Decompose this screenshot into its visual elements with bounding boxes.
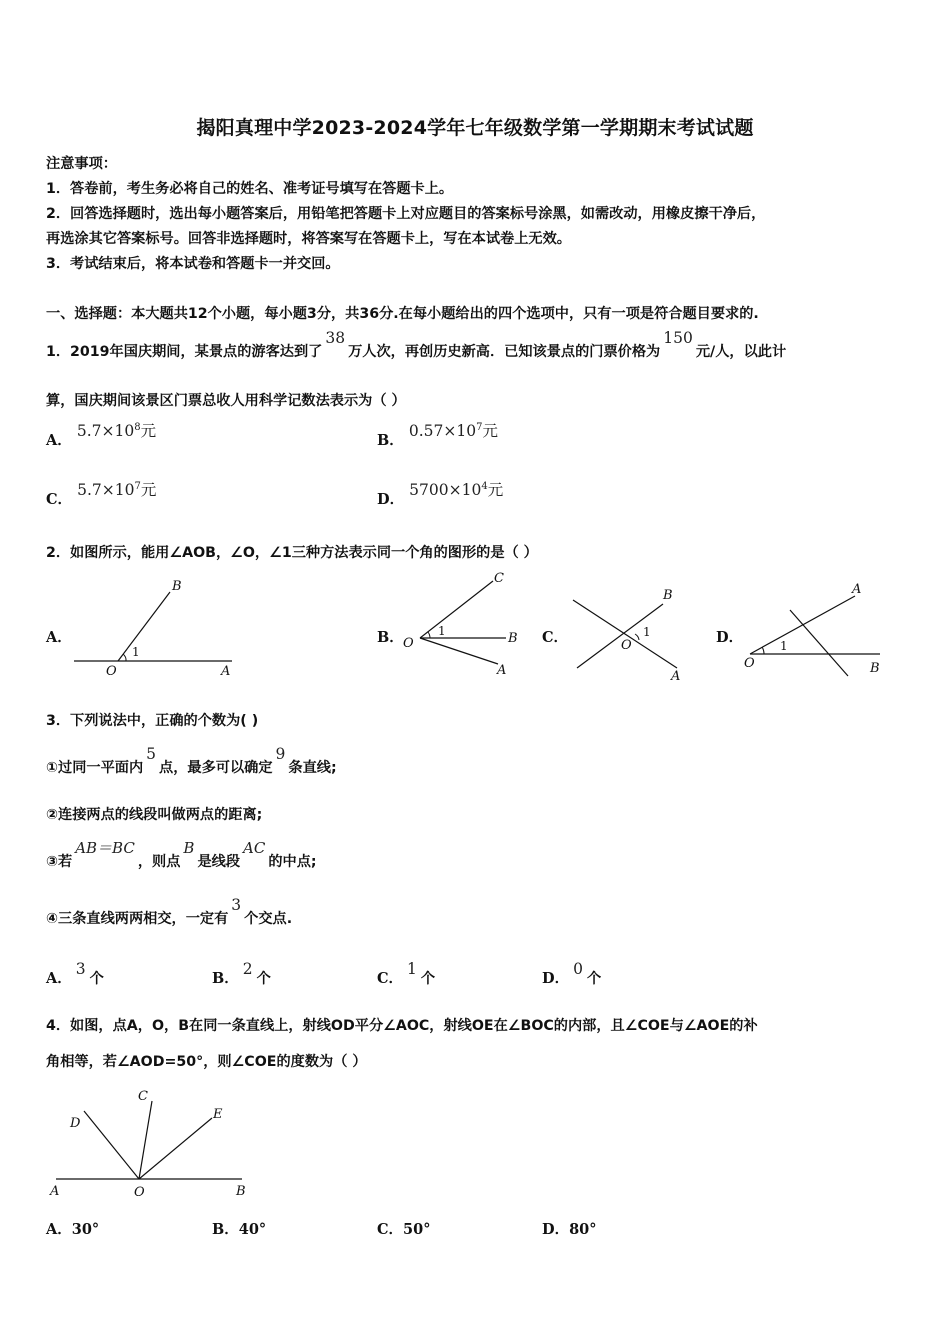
label-b: B: [508, 631, 518, 646]
option-label: D．: [377, 491, 405, 508]
question-3-text: 3．下列说法中，正确的个数为( ): [46, 713, 259, 729]
q1-text-part: 万人次，再创历史新高．已知该景点的门票价格为: [348, 344, 661, 360]
q3-statement-4: [46, 896, 293, 928]
q2-figure-b: [398, 566, 528, 684]
statement-number: 5: [146, 745, 157, 763]
q2-option-c-label[interactable]: C．: [542, 629, 569, 646]
q2-figure-c: [565, 582, 700, 687]
option-label: C．: [46, 491, 73, 508]
option-number: 1: [407, 960, 417, 978]
label-1: 1: [643, 625, 651, 639]
label-b: B: [870, 661, 880, 676]
q4-option-c[interactable]: C．50°: [377, 1221, 431, 1238]
option-unit: 个: [586, 971, 602, 987]
statement-text: 条直线;: [288, 760, 337, 776]
statement-math: B: [183, 839, 195, 857]
option-value: 0.57×10: [408, 422, 477, 440]
statement-text: ③若: [46, 854, 73, 870]
q1-option-a[interactable]: [46, 421, 157, 450]
q3-statement-3: [46, 839, 317, 871]
label-e: E: [213, 1107, 223, 1122]
option-exponent: 8: [134, 421, 141, 433]
label-o: O: [621, 638, 632, 653]
q3-option-c[interactable]: [377, 960, 436, 988]
q3-statement-1: [46, 745, 337, 777]
statement-text: 点，最多可以确定: [159, 760, 273, 776]
question-4-line1: 4．如图，点A，O，B在同一条直线上，射线OD平分∠AOC，射线OE在∠BOC的内部，且∠COE与∠AOE的补: [46, 1018, 758, 1034]
notice-item: 1．答卷前，考生务必将自己的姓名、准考证号填写在答题卡上。: [46, 181, 454, 197]
q2-option-a-label[interactable]: A．: [46, 629, 72, 646]
option-label: A．: [46, 970, 72, 987]
option-unit: 个: [420, 971, 436, 987]
q4-option-d[interactable]: D．80°: [542, 1221, 597, 1238]
statement-number: 3: [231, 896, 242, 914]
statement-text: ①过同一平面内: [46, 760, 144, 776]
label-a: A: [221, 664, 231, 679]
statement-text: 个交点.: [244, 911, 293, 927]
label-1: 1: [132, 645, 140, 659]
statement-math: AC: [243, 839, 266, 857]
angle-arc: [635, 634, 639, 640]
statement-number: 9: [275, 745, 286, 763]
label-a: A: [671, 669, 681, 684]
section-heading: 一、选择题：本大题共12个小题，每小题3分，共36分.在每小题给出的四个选项中，只有一项是符合题目要求的.: [46, 306, 759, 322]
q1-text-part: 元/人，以此计: [695, 344, 787, 360]
ray-oe: [139, 1118, 212, 1179]
label-o: O: [744, 656, 755, 671]
option-label: B．: [212, 970, 239, 987]
q1-option-d[interactable]: [377, 480, 504, 509]
q3-statement-2: ②连接两点的线段叫做两点的距离;: [46, 807, 263, 823]
notice-item: 3．考试结束后，将本试卷和答题卡一并交回。: [46, 256, 340, 272]
label-o: O: [403, 636, 414, 651]
q3-option-d[interactable]: [542, 960, 602, 988]
label-1: 1: [438, 624, 446, 638]
ray-oc: [139, 1101, 152, 1179]
angle-arc: [123, 654, 126, 661]
q3-option-a[interactable]: [46, 960, 104, 988]
ray-ob: [118, 592, 170, 661]
option-unit: 个: [89, 971, 104, 987]
angle-arc: [762, 647, 764, 654]
statement-text: 的中点;: [268, 854, 317, 870]
option-value: 5700×10: [409, 481, 482, 499]
option-unit: 个: [256, 971, 271, 987]
label-1: 1: [780, 639, 788, 653]
label-a: A: [852, 582, 862, 597]
option-unit: 元: [482, 422, 498, 440]
label-d: D: [70, 1116, 81, 1131]
statement-text: ，则点: [137, 854, 181, 870]
q1-option-c[interactable]: [46, 480, 157, 509]
option-exponent: 7: [134, 480, 141, 492]
notice-heading: 注意事项：: [46, 156, 117, 172]
option-label: C．: [377, 970, 404, 987]
question-2-text: 2．如图所示，能用∠AOB，∠O，∠1三种方法表示同一个角的图形的是（ ）: [46, 545, 538, 561]
statement-math: AB＝BC: [75, 839, 135, 857]
q1-option-b[interactable]: [377, 421, 498, 450]
q3-option-b[interactable]: [212, 960, 271, 988]
question-1-line2: 算，国庆期间该景区门票总收人用科学记数法表示为（ ）: [46, 393, 406, 409]
label-b: B: [663, 588, 673, 603]
q1-text-part: 1．2019年国庆期间，某景点的游客达到了: [46, 344, 323, 360]
statement-text: 是线段: [197, 854, 241, 870]
ray-oa: [420, 638, 498, 664]
q4-option-a[interactable]: A．30°: [46, 1221, 100, 1238]
q2-option-b-label[interactable]: B．: [377, 629, 404, 646]
q1-visitor-count: 38: [325, 329, 346, 347]
option-exponent: 7: [476, 421, 483, 433]
label-b: B: [236, 1184, 246, 1199]
option-unit: 元: [487, 481, 504, 499]
q1-ticket-price: 150: [663, 329, 693, 347]
option-value: 5.7×10: [77, 481, 135, 499]
label-a: A: [497, 663, 507, 678]
ray-oc: [420, 581, 493, 638]
q4-figure: [44, 1085, 259, 1205]
notice-item: 2．回答选择题时，选出每小题答案后，用铅笔把答题卡上对应题目的答案标号涂黑，如需改动，用橡皮擦干净后，: [46, 206, 766, 222]
option-unit: 元: [140, 422, 157, 440]
label-b: B: [172, 579, 182, 594]
statement-text: ④三条直线两两相交，一定有: [46, 911, 229, 927]
q4-option-b[interactable]: B．40°: [212, 1221, 267, 1238]
label-o: O: [134, 1185, 145, 1200]
q2-figure-a: [60, 570, 250, 685]
notice-item: 再选涂其它答案标号。回答非选择题时，将答案写在答题卡上，写在本试卷上无效。: [46, 231, 571, 247]
label-c: C: [138, 1089, 148, 1104]
label-a: A: [50, 1184, 60, 1199]
option-value: 5.7×10: [76, 422, 135, 440]
question-1-text: [46, 329, 787, 361]
option-number: 3: [75, 960, 86, 978]
option-label: D．: [542, 970, 570, 987]
option-exponent: 4: [481, 480, 488, 492]
q2-option-d-label[interactable]: D．: [716, 629, 744, 646]
transversal: [790, 610, 848, 676]
option-label: A．: [46, 432, 72, 449]
option-unit: 元: [140, 481, 157, 499]
page-title: 揭阳真理中学2023-2024学年七年级数学第一学期期末考试试题: [196, 117, 754, 139]
question-4-line2: 角相等，若∠AOD=50°，则∠COE的度数为（ ）: [46, 1054, 367, 1070]
option-number: 2: [242, 960, 253, 978]
option-label: B．: [377, 432, 404, 449]
q2-figure-d: [740, 574, 900, 684]
label-c: C: [494, 571, 504, 586]
option-number: 0: [573, 960, 583, 978]
label-o: O: [106, 664, 117, 679]
angle-arc: [428, 632, 430, 638]
line-a: [573, 600, 677, 668]
ray-od: [84, 1111, 139, 1179]
